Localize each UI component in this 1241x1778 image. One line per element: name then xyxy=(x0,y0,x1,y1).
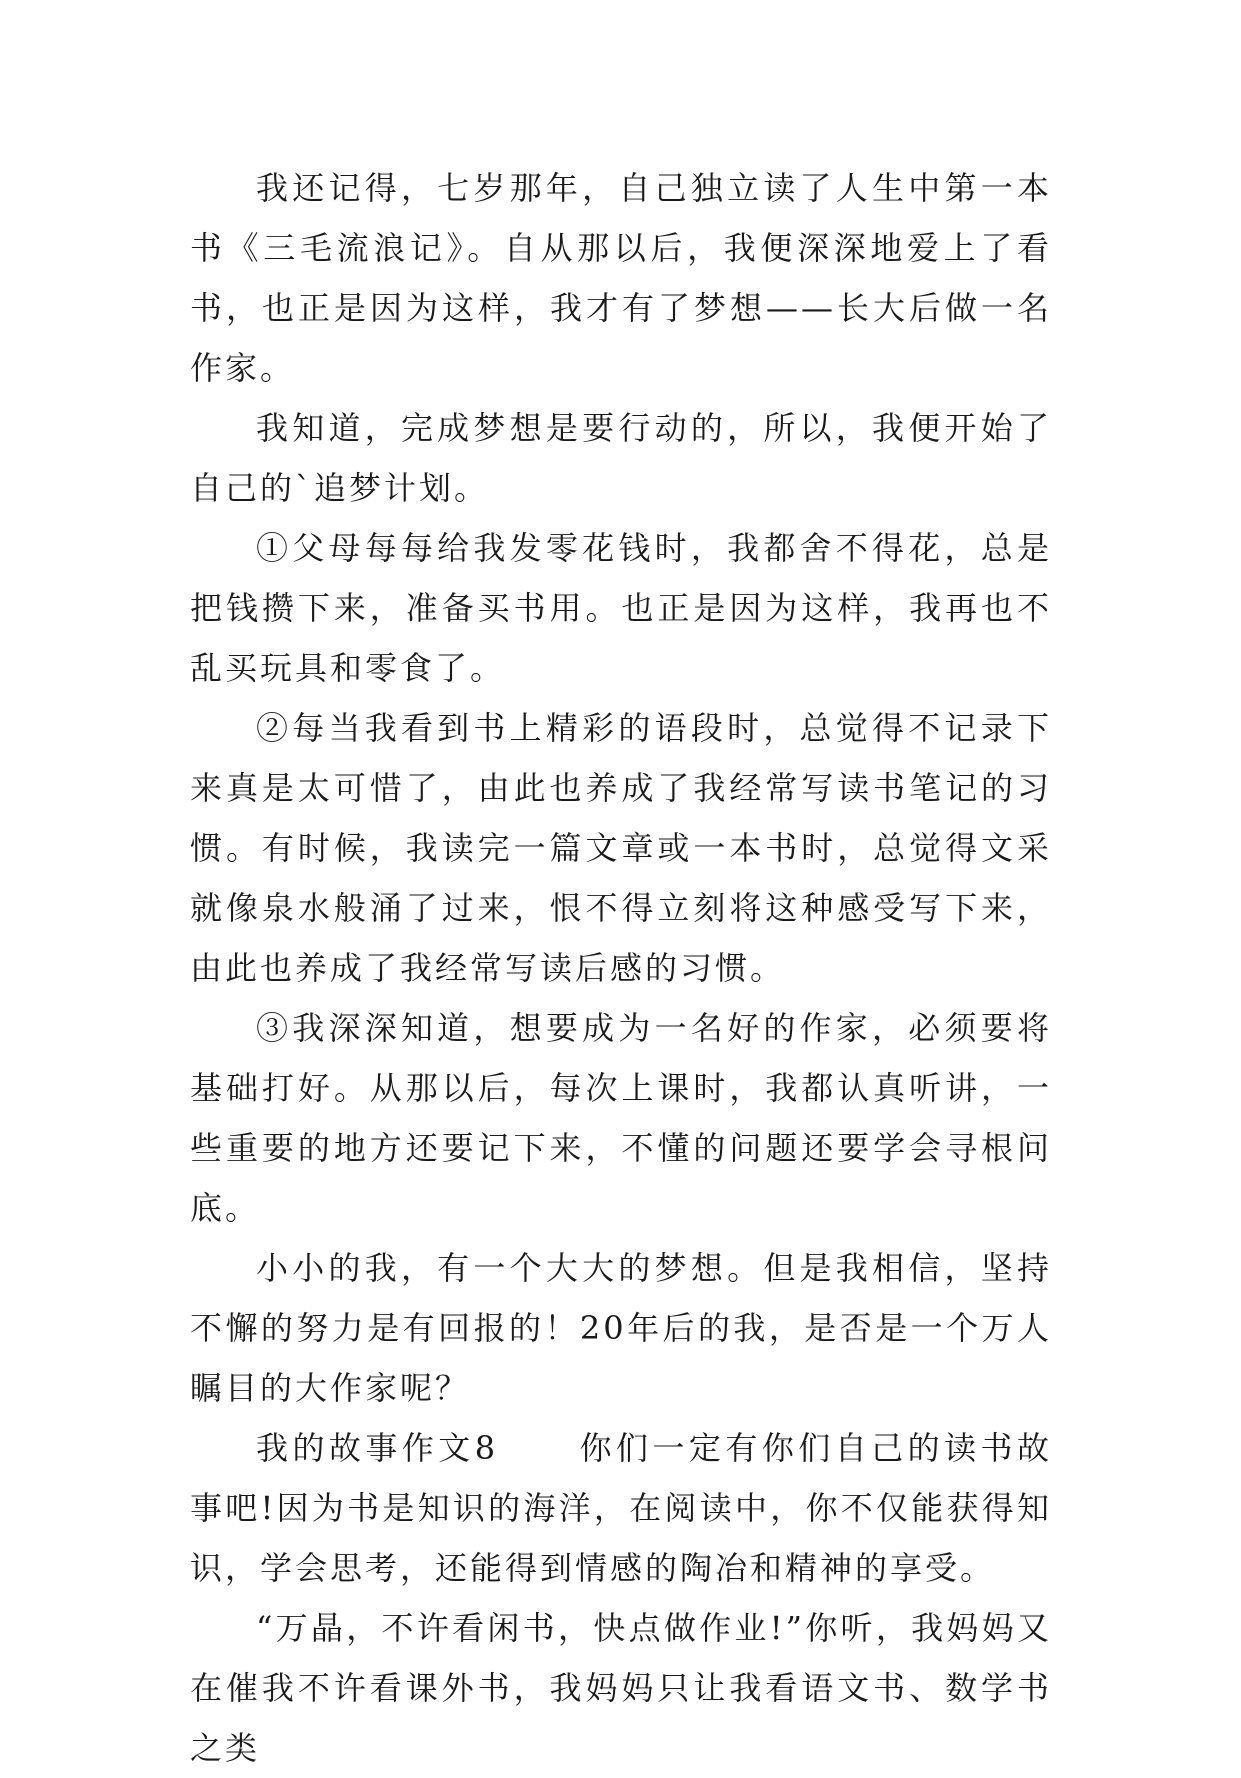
paragraph-mom-dialogue: “万晶，不许看闲书，快点做作业!”你听，我妈妈又在催我不许看课外书，我妈妈只让我看语文书、数学书之类 xyxy=(190,1609,1052,1767)
document-body xyxy=(190,158,1052,1778)
paragraph-big-dream: 小小的我，有一个大大的梦想。但是我相信，坚持不懈的努力是有回报的！20年后的我，是否是一个万人瞩目的大作家呢？ xyxy=(190,1249,1052,1407)
paragraph-study-basics: ③我深深知道，想要成为一名好的作家，必须要将基础打好。从那以后，每次上课时，我都认真听讲，一些重要的地方还要记下来，不懂的问题还要学会寻根问底。 xyxy=(190,1009,1052,1227)
paragraph-first-book: 我还记得，七岁那年，自己独立读了人生中第一本书《三毛流浪记》。自从那以后，我便深深地爱上了看书，也正是因为这样，我才有了梦想——长大后做一名作家。 xyxy=(190,169,1052,387)
essay-intro: 你们一定有你们自己的读书故事吧!因为书是知识的海洋，在阅读中，你不仅能获得知识，学会思考，还能得到情感的陶冶和精神的享受。 xyxy=(190,1429,1052,1587)
essay-title: 我的故事作文8 xyxy=(256,1429,499,1467)
paragraph-essay-8 xyxy=(190,1418,1052,1598)
paragraph-reading-notes: ②每当我看到书上精彩的语段时，总觉得不记录下来真是太可惜了，由此也养成了我经常写读书笔记的习惯。有时候，我读完一篇文章或一本书时，总觉得文采就像泉水般涌了过来，恨不得立刻将这种感受写下来，由此也养成了我经常写读后感的习惯。 xyxy=(190,709,1052,987)
paragraph-pocket-money: ①父母每每给我发零花钱时，我都舍不得花，总是把钱攒下来，准备买书用。也正是因为这样，我再也不乱买玩具和零食了。 xyxy=(190,529,1052,687)
paragraph-action-plan: 我知道，完成梦想是要行动的，所以，我便开始了自己的`追梦计划。 xyxy=(190,409,1052,507)
